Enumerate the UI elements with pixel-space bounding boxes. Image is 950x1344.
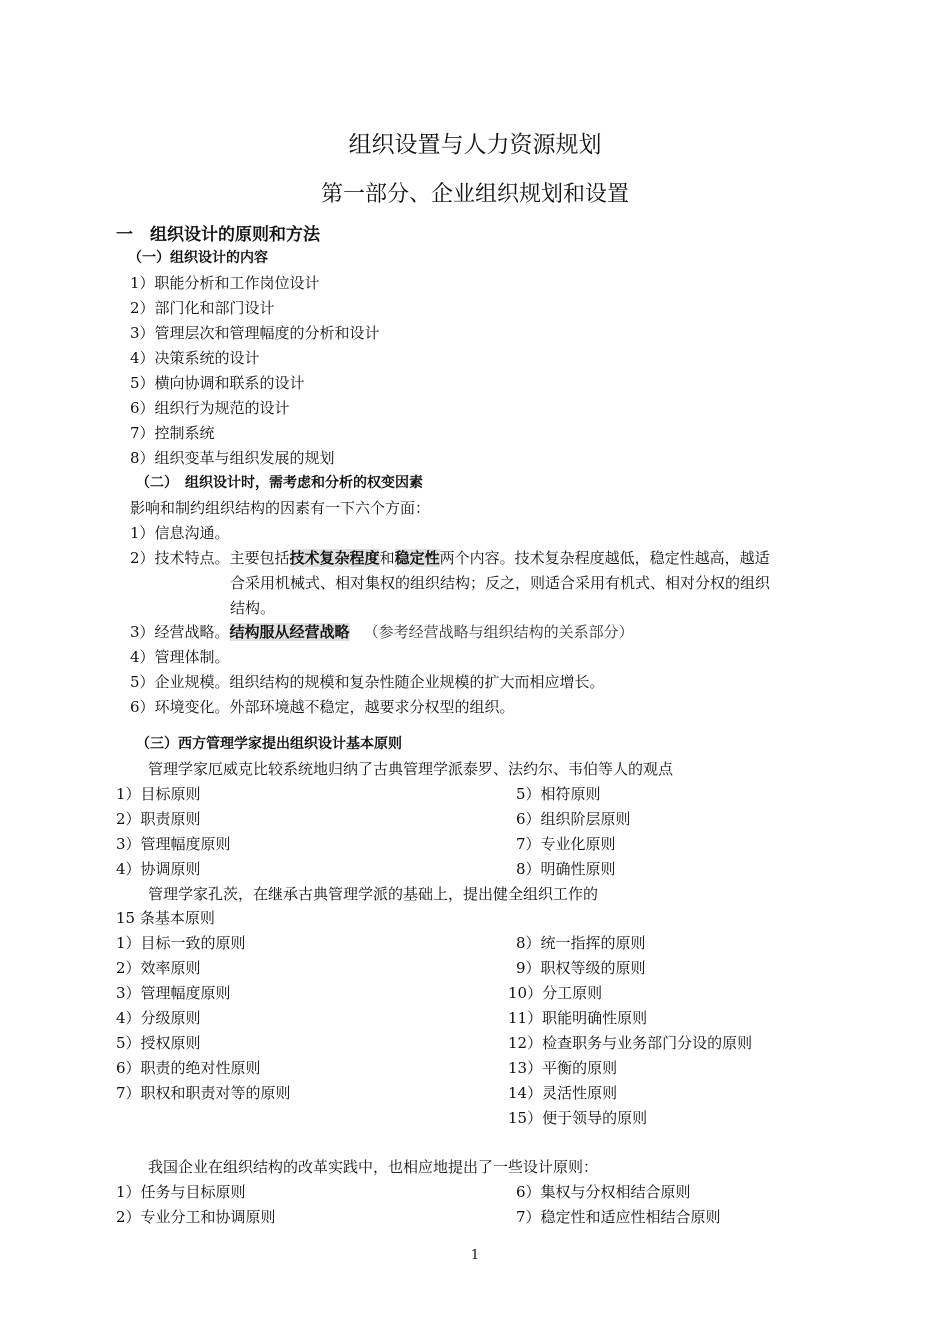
list-item: 4）管理体制。 <box>130 648 230 666</box>
list-item: 3）管理幅度原则 <box>116 835 231 853</box>
highlight-text: 技术复杂程度 <box>289 549 380 567</box>
paragraph: 管理学家孔茨，在继承古典管理学派的基础上，提出健全组织工作的 <box>148 885 599 903</box>
paragraph: 15 条基本原则 <box>116 909 215 927</box>
list-item: 14）灵活性原则 <box>508 1084 618 1102</box>
list-item: 4）分级原则 <box>116 1009 201 1027</box>
list-item: 9）职权等级的原则 <box>516 959 646 977</box>
list-item: 10）分工原则 <box>508 984 603 1002</box>
list-item: 7）专业化原则 <box>516 835 616 853</box>
list-item: 7）控制系统 <box>130 424 215 442</box>
list-item <box>130 548 770 568</box>
list-item-continuation: 结构。 <box>230 599 276 617</box>
subsection-heading-3: （三）西方管理学家提出组织设计基本原则 <box>136 736 402 752</box>
list-item-continuation: 合采用机械式、相对集权的组织结构；反之，则适合采用有机式、相对分权的组织 <box>230 574 771 592</box>
text-span: 和 <box>379 549 395 567</box>
paragraph: 影响和制约组织结构的因素有一下六个方面： <box>130 499 431 517</box>
list-item: 3）管理幅度原则 <box>116 984 231 1002</box>
list-item: 5）横向协调和联系的设计 <box>130 374 305 392</box>
list-item: 15）便于领导的原则 <box>508 1109 648 1127</box>
list-item: 2）专业分工和协调原则 <box>116 1208 276 1226</box>
list-item: 4）协调原则 <box>116 860 201 878</box>
list-item: 13）平衡的原则 <box>508 1059 618 1077</box>
list-item: 2）职责原则 <box>116 810 201 828</box>
subsection-heading-1: （一）组织设计的内容 <box>128 250 268 266</box>
list-item: 3）管理层次和管理幅度的分析和设计 <box>130 324 380 342</box>
text-span: 3）经营战略。 <box>130 623 230 641</box>
list-item: 5）企业规模。组织结构的规模和复杂性随企业规模的扩大而相应增长。 <box>130 673 605 691</box>
list-item: 6）集权与分权相结合原则 <box>516 1183 691 1201</box>
list-item: 1）职能分析和工作岗位设计 <box>130 274 320 292</box>
list-item: 5）相符原则 <box>516 785 601 803</box>
text-span: （参考经营战略与组织结构的关系部分） <box>363 623 634 641</box>
list-item: 7）稳定性和适应性相结合原则 <box>516 1208 721 1226</box>
list-item: 11）职能明确性原则 <box>508 1009 648 1027</box>
highlight-text: 稳定性 <box>394 549 440 567</box>
list-item: 5）授权原则 <box>116 1034 201 1052</box>
list-item: 7）职权和职责对等的原则 <box>116 1084 291 1102</box>
list-item: 6）组织阶层原则 <box>516 810 631 828</box>
page-number: 1 <box>470 1248 480 1263</box>
subsection-heading-2: （二） 组织设计时，需考虑和分析的权变因素 <box>136 475 423 491</box>
list-item: 8）组织变革与组织发展的规划 <box>130 449 335 467</box>
list-item: 4）决策系统的设计 <box>130 349 260 367</box>
paragraph: 我国企业在组织结构的改革实践中，也相应地提出了一些设计原则： <box>148 1158 599 1176</box>
list-item: 12）检查职务与业务部门分设的原则 <box>508 1034 753 1052</box>
section-heading: 一 组织设计的原则和方法 <box>116 225 320 245</box>
document-subtitle: 第一部分、企业组织规划和设置 <box>320 182 629 207</box>
list-item: 6）组织行为规范的设计 <box>130 399 290 417</box>
list-item: 6）环境变化。外部环境越不稳定，越要求分权型的组织。 <box>130 698 515 716</box>
list-item: 2）部门化和部门设计 <box>130 299 275 317</box>
list-item: 1）目标原则 <box>116 785 201 803</box>
list-item <box>130 622 634 642</box>
text-span: 2）技术特点。主要包括 <box>130 549 290 567</box>
list-item: 1）任务与目标原则 <box>116 1183 246 1201</box>
list-item: 1）信息沟通。 <box>130 524 230 542</box>
list-item: 1）目标一致的原则 <box>116 934 246 952</box>
document-title: 组织设置与人力资源规划 <box>348 132 602 158</box>
text-span: 两个内容。技术复杂程度越低，稳定性越高，越适 <box>439 549 770 567</box>
list-item: 8）统一指挥的原则 <box>516 934 646 952</box>
list-item: 2）效率原则 <box>116 959 201 977</box>
list-item: 6）职责的绝对性原则 <box>116 1059 261 1077</box>
highlight-text: 结构服从经营战略 <box>229 623 350 641</box>
paragraph: 管理学家厄威克比较系统地归纳了古典管理学派泰罗、法约尔、韦伯等人的观点 <box>148 760 674 778</box>
list-item: 8）明确性原则 <box>516 860 616 878</box>
